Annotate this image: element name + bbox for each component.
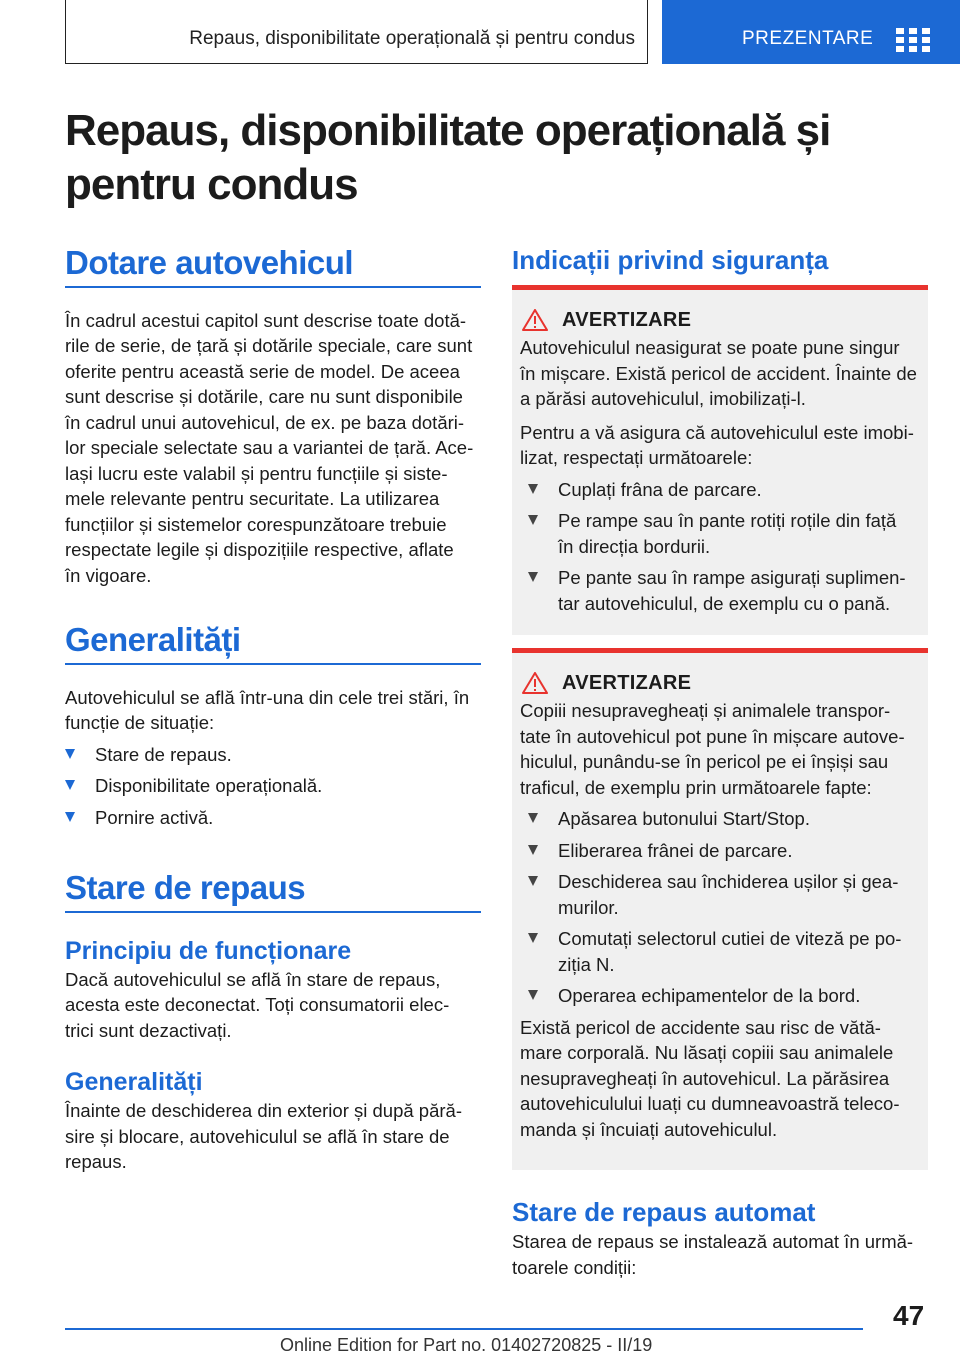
section-stare-repaus [65,868,481,1175]
triangle-bullet-icon [528,990,538,1000]
triangle-bullet-icon [528,813,538,823]
header-section-title: Repaus, disponibilitate operațională și pentru condus [189,28,635,49]
list-item-text: Apăsarea butonului Start/Stop. [558,808,810,829]
triangle-bullet-icon [528,845,538,855]
list-item [528,565,928,616]
page-number: 47 [893,1300,925,1331]
text-line: oferite pentru această serie de model. De aceea [65,360,460,382]
text-line: acesta este deconectat. Toți consumatorii elec- [65,994,450,1015]
text-line: mele relevante pentru securitate. La utilizarea [65,488,440,509]
header-section-box [65,0,648,64]
list-item-text: Eliberarea frânei de parcare. [558,839,793,861]
chapter-tab[interactable] [662,0,960,64]
list-item-text: Pornire activă. [95,806,214,828]
text-line: sunt descrise și dotările, care nu sunt disponibile [65,386,463,407]
chapter-label: PREZENTARE [742,28,874,49]
text-line: mare corporală. Nu lăsați copiii sau animalele [520,1042,894,1063]
text-line: hiculul, punându-se în pericol pe ei înșiși sau [520,751,889,772]
text-line: lași lucru este valabil și pentru funcțiile și siste- [65,462,448,484]
footer-rule [65,1328,863,1330]
list-item-text: murilor. [558,896,619,918]
text-line: nesupravegheați în autovehicul. La părăsirea [520,1067,890,1089]
text-line: Copiii nesupravegheați și animalele transpor- [520,700,891,721]
text-line: a părăsi autovehiculul, imobilizați-l. [520,388,806,409]
section-dotare [65,243,481,588]
text-line: repaus. [65,1151,127,1172]
heading-rule [65,286,481,288]
list-item [528,508,928,559]
warning-title: AVERTIZARE [562,671,692,694]
text-line: lizat, respectați următoarele: [520,447,753,468]
warning-triangle-icon [522,672,548,694]
states-list [65,742,481,831]
heading-siguranta: Indicații privind siguranța [512,245,829,275]
list-item-text: Cuplați frâna de parcare. [558,478,762,500]
warning2-list [528,806,928,1009]
list-item-text: ziția N. [558,953,615,975]
text-line: toarele condiții: [512,1256,637,1278]
triangle-bullet-icon [528,515,538,525]
warning-title: AVERTIZARE [562,308,692,331]
text-line: în cadrul unui autovehicul, de ex. pe baza dotări- [65,411,465,433]
triangle-bullet-icon [65,780,75,790]
text-line: Dacă autovehiculul se află în stare de repaus, [65,968,441,990]
list-item [528,983,928,1009]
list-item [528,926,928,977]
list-item [65,742,481,768]
text-line: în mișcare. Există pericol de accident. Înainte de [520,362,917,384]
list-item-text: Comutați selectorul cutiei de viteză pe po- [558,928,902,949]
text-line: tate în autovehicul pot pune în mișcare autove- [520,725,905,747]
heading-generalitati: Generalități [65,621,241,658]
text-line: în vigoare. [65,564,152,586]
triangle-bullet-icon [65,749,75,759]
section-repaus-automat [512,1195,928,1280]
list-item-text: Pe pante sau în rampe asigurați suplimen- [558,567,906,588]
triangle-bullet-icon [528,572,538,582]
heading-rule [65,911,481,913]
triangle-bullet-icon [528,933,538,943]
text-line: Starea de repaus se instalează automat în urmă- [512,1231,914,1252]
heading-stare-repaus: Stare de repaus [65,869,306,906]
text-line: funcțiilor și sistemelor corespunzătoare trebuie [65,513,447,535]
grid-icon [896,28,932,52]
heading-principiu: Principiu de funcționare [65,936,352,965]
list-item-text: tar autovehiculul, de exemplu cu o pană. [558,592,891,614]
triangle-bullet-icon [528,484,538,494]
list-item [528,838,928,864]
list-item [528,806,928,832]
list-item-text: Deschiderea sau închiderea ușilor și gea- [558,871,899,892]
text-line: trici sunt dezactivați. [65,1019,232,1041]
list-item-text: în direcția bordurii. [558,535,711,557]
triangle-bullet-icon [65,812,75,822]
heading-rule [65,663,481,665]
text-line: traficul, de exemplu prin următoarele fapte: [520,776,872,798]
list-item-text: Disponibilitate operațională. [95,775,323,796]
text-line: Autovehiculul neasigurat se poate pune singur [520,337,900,358]
list-item-text: Stare de repaus. [95,743,232,765]
text-line: Autovehiculul se află într-una din cele trei stări, în [65,686,470,708]
text-line: Pentru a vă asigura că autovehiculul este imobi- [520,421,914,443]
section-siguranta [512,243,928,277]
text-line: respectate legile și dispozițiile respective, aflate [65,539,454,560]
list-item [528,477,928,503]
heading-dotare: Dotare autovehicul [65,244,354,281]
text-line: În cadrul acestui capitol sunt descrise toate dotă- [65,309,467,331]
heading-repaus-automat: Stare de repaus automat [512,1197,816,1227]
section-generalitati [65,620,481,830]
list-item [65,773,481,799]
text-line: lor speciale selectate sau a variantei de țară. Ace- [65,437,474,458]
warning-triangle-icon [522,309,548,331]
warning1-list [528,477,928,617]
triangle-bullet-icon [528,876,538,886]
list-item-text: Operarea echipamentelor de la bord. [558,985,861,1006]
list-item [65,805,481,831]
warning-box-2 [512,648,928,1170]
dotare-paragraph [65,308,481,589]
warning-box-1 [512,285,928,635]
page-title: Repaus, disponibilitate operațională și pentru condus [65,106,831,209]
list-item-text: Pe rampe sau în pante rotiți roțile din față [558,510,897,531]
text-line: manda și încuiați autovehiculul. [520,1118,778,1140]
text-line: funcție de situație: [65,712,215,733]
text-line: Înainte de deschiderea din exterior și după pără- [65,1100,462,1121]
text-line: Există pericol de accidente sau risc de vătă- [520,1016,881,1038]
heading-generalitati-repaus: Generalități [65,1068,203,1096]
list-item [528,869,928,920]
text-line: sire și blocare, autovehiculul se află în stare de [65,1125,450,1147]
text-line: rile de serie, de țară și dotările speciale, care sunt [65,335,473,356]
text-line: autovehiculului luați cu dumneavoastră teleco- [520,1093,900,1114]
edition-text: Online Edition for Part no. 01402720825 - II/19 [280,1335,653,1355]
